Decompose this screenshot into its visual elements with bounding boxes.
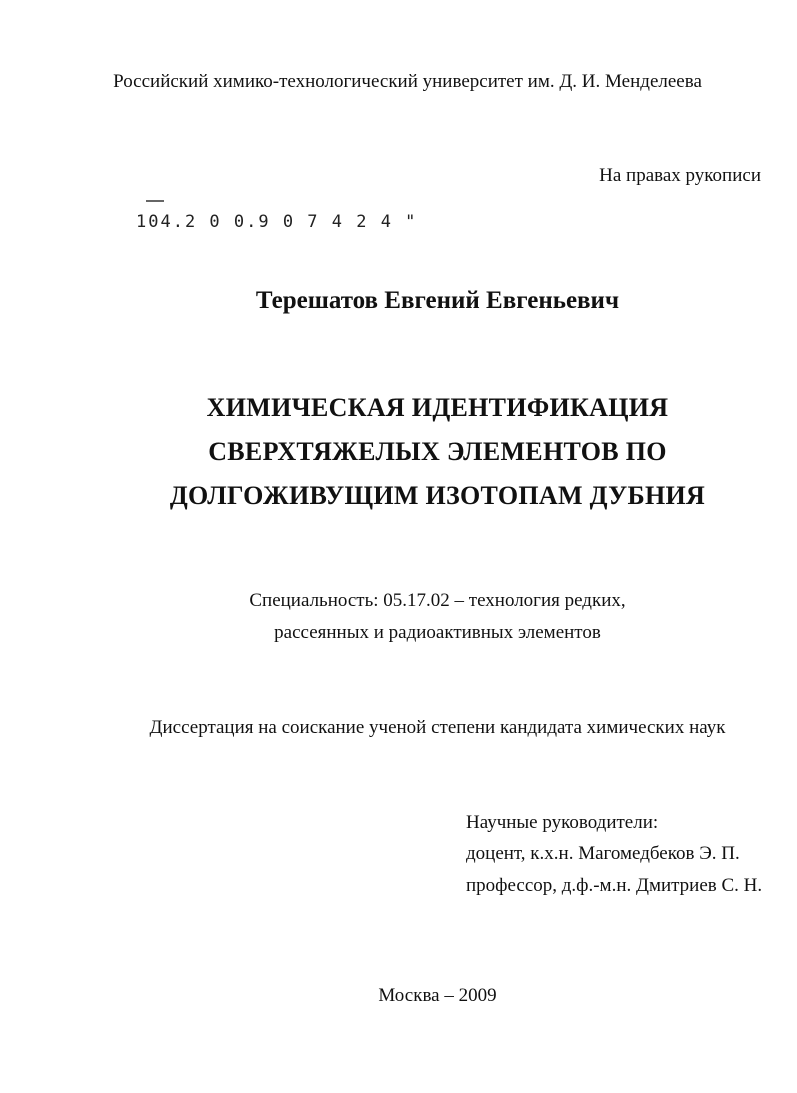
advisor-2: профессор, д.ф.-м.н. Дмитриев С. Н. bbox=[466, 875, 763, 896]
title-line-3: ДОЛГОЖИВУЩИМ ИЗОТОПАМ ДУБНИЯ bbox=[169, 481, 706, 510]
advisors-heading: Научные руководители: bbox=[466, 812, 659, 833]
author-name: Терешатов Евгений Евгеньевич bbox=[255, 287, 620, 314]
specialty-line-2: рассеянных и радиоактивных элементов bbox=[274, 622, 601, 643]
title-line-2: СВЕРХТЯЖЕЛЫХ ЭЛЕМЕНТОВ ПО bbox=[208, 437, 667, 466]
title-line-1: ХИМИЧЕСКАЯ ИДЕНТИФИКАЦИЯ bbox=[206, 393, 669, 422]
dissertation-degree-statement: Диссертация на соискание ученой степени кандидата химических наук bbox=[149, 717, 726, 738]
registration-stamp-number: 104.2 0 0.9 0 7 4 2 4 " bbox=[136, 212, 418, 232]
stamp-mark bbox=[146, 200, 164, 202]
manuscript-rights-note: На правах рукописи bbox=[599, 165, 761, 186]
university-name: Российский химико-технологический университет им. Д. И. Менделеева bbox=[113, 71, 702, 92]
advisor-1: доцент, к.х.н. Магомедбеков Э. П. bbox=[466, 843, 740, 864]
specialty-line-1: Специальность: 05.17.02 – технология редких, bbox=[249, 590, 626, 611]
city-year: Москва – 2009 bbox=[378, 985, 497, 1006]
